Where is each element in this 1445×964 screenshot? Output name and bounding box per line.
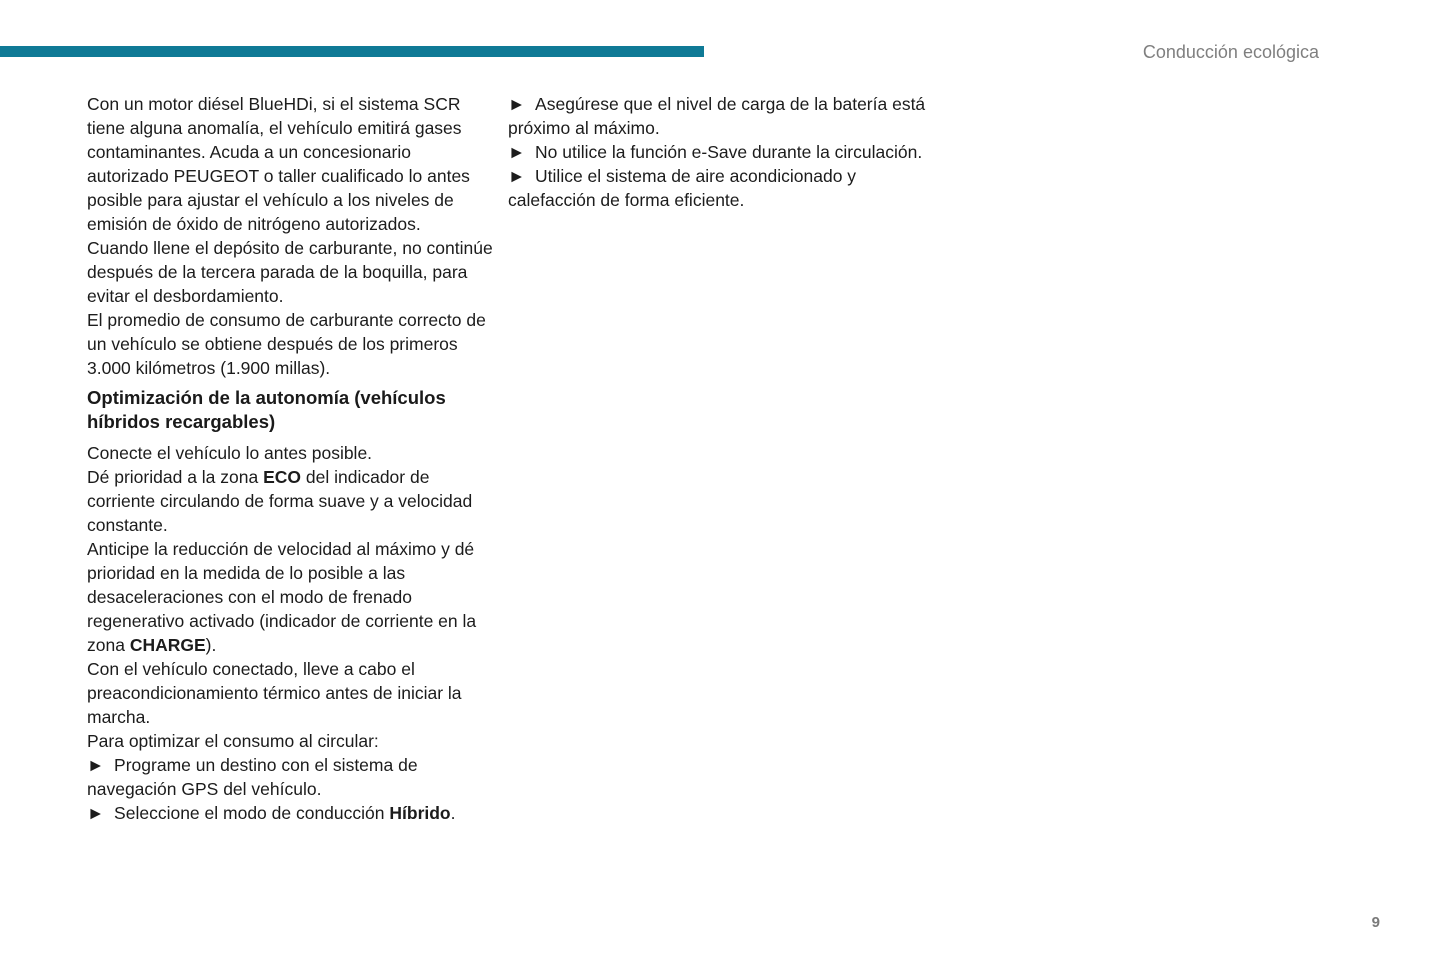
charge-text-after: ).	[205, 635, 217, 655]
bullet-battery: ► Asegúrese que el nivel de carga de la batería está próximo al máximo.	[508, 92, 928, 140]
eco-text-before: Dé prioridad a la zona	[87, 467, 264, 487]
bullet-gps: ► Programe un destino con el sistema de navegación GPS del vehículo.	[87, 753, 497, 801]
left-column	[87, 92, 497, 825]
page-number: 9	[1371, 914, 1380, 931]
header-accent-bar	[0, 46, 704, 57]
hybrid-label: Híbrido	[389, 803, 451, 823]
bullet-air-conditioning: ► Utilice el sistema de aire acondicionado y calefacción de forma eficiente.	[508, 164, 928, 212]
paragraph-preconditioning: Con el vehículo conectado, lleve a cabo el preacondicionamiento térmico antes de iniciar la marcha.	[87, 659, 462, 727]
bullet-esave: ► No utilice la función e-Save durante la circulación.	[508, 140, 928, 164]
bullet-hybrid-mode	[87, 801, 497, 825]
charge-text-before: Anticipe la reducción de velocidad al máximo y dé prioridad en la medida de lo posible a las desaceleraciones con el modo de frenado regenerativo activado (indicador de corriente en la zona	[87, 539, 477, 655]
paragraph-connect: Conecte el vehículo lo antes posible.	[87, 443, 373, 463]
paragraph-charge-zone	[87, 537, 497, 657]
paragraph-optimize: Para optimizar el consumo al circular:	[87, 731, 379, 751]
mode-text-after: .	[450, 803, 456, 823]
mode-text-before: Seleccione el modo de conducción	[114, 803, 390, 823]
paragraph-consumption: El promedio de consumo de carburante correcto de un vehículo se obtiene después de los primeros 3.000 kilómetros (1.900 millas).	[87, 310, 486, 378]
paragraph-bluehdi: Con un motor diésel BlueHDi, si el sistema SCR tiene alguna anomalía, el vehículo emitirá gases contaminantes. Acuda a un concesionario autorizado PEUGEOT o taller cualificado lo antes posible para ajustar el vehículo a los niveles de emisión de óxido de nitrógeno autorizados.	[87, 94, 470, 234]
charge-label: CHARGE	[129, 635, 206, 655]
autonomy-heading: Optimización de la autonomía (vehículos híbridos recargables)	[87, 387, 446, 432]
section-title: Conducción ecológica	[1142, 42, 1319, 62]
paragraph-eco-zone	[87, 465, 497, 537]
paragraph-refuel: Cuando llene el depósito de carburante, no continúe después de la tercera parada de la boquilla, para evitar el desbordamiento.	[87, 238, 493, 306]
eco-label: ECO	[263, 467, 302, 487]
eco-text-after: del indicador de corriente circulando de forma suave y a velocidad constante.	[87, 467, 473, 535]
right-column	[508, 92, 928, 212]
